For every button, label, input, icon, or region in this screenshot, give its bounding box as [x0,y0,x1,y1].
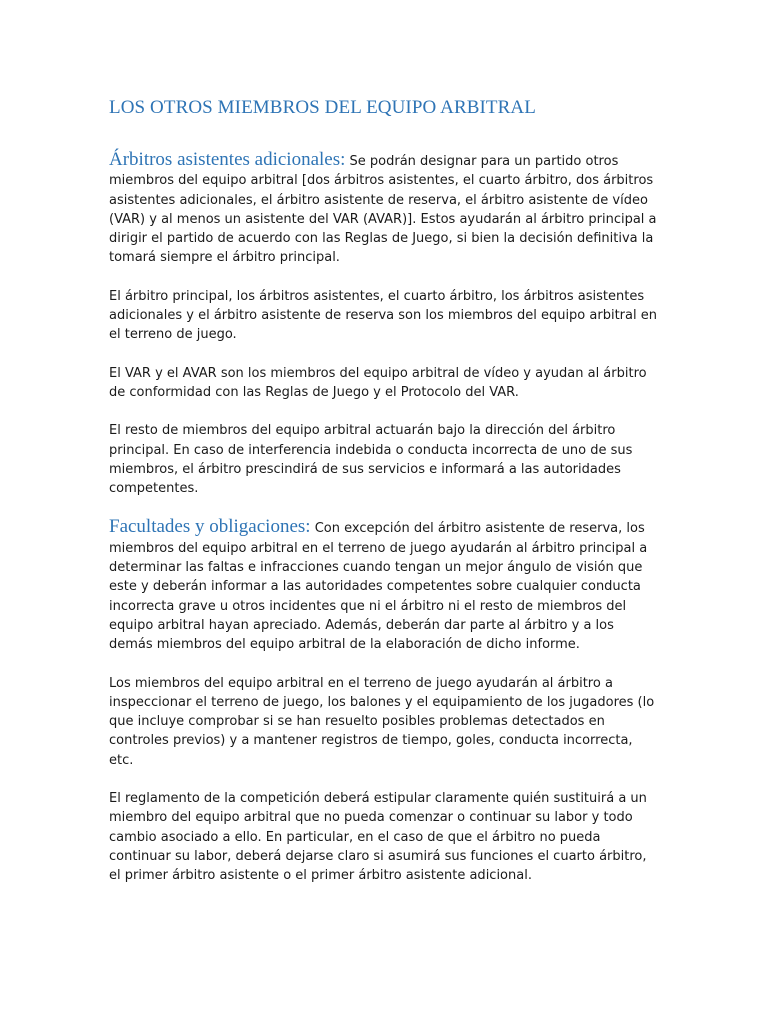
section1-heading: Árbitros asistentes adicionales: [109,149,346,170]
document-title: LOS OTROS MIEMBROS DEL EQUIPO ARBITRAL [109,97,536,118]
section2-paragraph-3: El reglamento de la competición deberá estipular claramente quién sustituirá a un miembro del equipo arbitral que no pueda comenzar o continuar su labor y todo cambio asociado a ello. En particular, en el caso de que el árbitro no pueda continuar su labor, deberá dejarse claro si asumirá sus funciones el cuarto árbitro, el primer árbitro asistente o el primer árbitro asistente adicional. [109,791,647,884]
section1-paragraph-2: El árbitro principal, los árbitros asistentes, el cuarto árbitro, los árbitros asistentes adicionales y el árbitro asistente de reserva son los miembros del equipo arbitral en el terreno de juego. [109,288,657,343]
section2-heading: Facultades y obligaciones: [109,516,311,538]
section1-paragraph-4: El resto de miembros del equipo arbitral actuarán bajo la dirección del árbitro principal. En caso de interferencia indebida o conducta incorrecta de uno de sus miembros, el árbitro prescindirá de sus servicios e informará a las autoridades competentes. [109,423,633,497]
section2-paragraph-1 [109,517,659,654]
section1-paragraph-1 [109,150,659,268]
document-page [109,96,659,905]
section1-paragraph-1-text: Se podrán designar para un partido otros miembros del equipo arbitral [dos árbitros asistentes, el cuarto árbitro, dos árbitros asistentes adicionales, el árbitro asistente de reserva, el árbitro asistente de vídeo (VAR) y al menos un asistente del VAR (AVAR)]. Estos ayudarán al árbitro principal a dirigir el partido de acuerdo con las Reglas de Juego, si bien la decisión definitiva la tomará siempre el árbitro principal. [109,154,657,266]
section1-paragraph-3: El VAR y el AVAR son los miembros del equipo arbitral de vídeo y ayudan al árbitro de conformidad con las Reglas de Juego y el Protocolo del VAR. [109,365,647,400]
section2-paragraph-1-text: Con excepción del árbitro asistente de reserva, los miembros del equipo arbitral en el terreno de juego ayudarán al árbitro principal a determinar las faltas e infracciones cuando tengan un mejor ángulo de visión que este y deberán informar a las autoridades competentes sobre cualquier conducta incorrecta grave u otros incidentes que ni el árbitro ni el resto de miembros del equipo arbitral hayan apreciado. Además, deberán dar parte al árbitro y a los demás miembros del equipo arbitral de la elaboración de dicho informe. [109,521,648,653]
section2-paragraph-2: Los miembros del equipo arbitral en el terreno de juego ayudarán al árbitro a inspeccionar el terreno de juego, los balones y el equipamiento de los jugadores (lo que incluye comprobar si se han resuelto posibles problemas detectados en controles previos) y a mantener registros de tiempo, goles, conducta incorrecta, etc. [109,675,655,768]
